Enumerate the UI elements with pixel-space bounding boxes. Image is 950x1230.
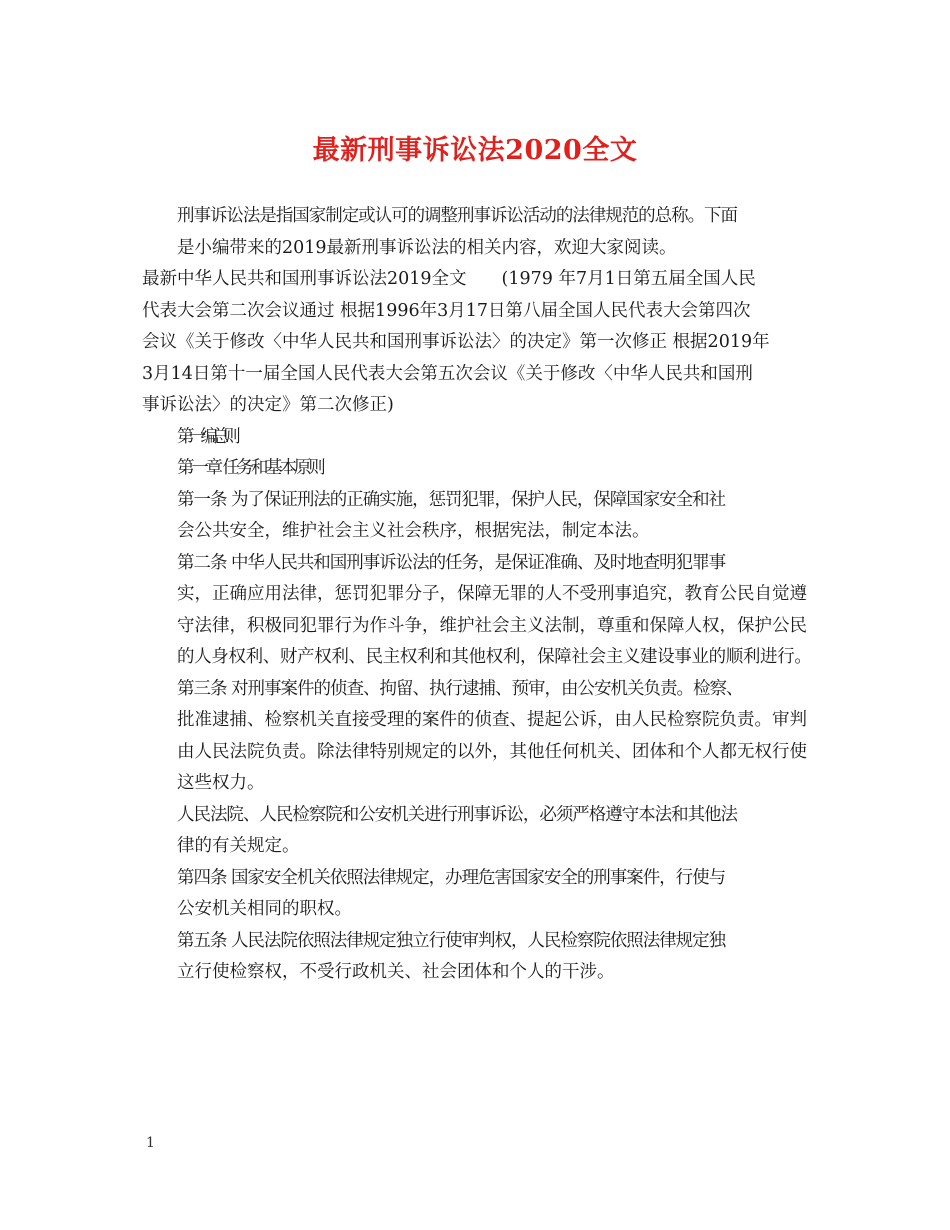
paragraph (142, 422, 812, 454)
text-line: 公安机关相同的职权。 (177, 899, 352, 919)
paragraph (142, 674, 812, 800)
text-line: 是小编带来的2019最新刑事诉讼法的相关内容，欢迎大家阅读。 (177, 237, 677, 258)
paragraph (142, 548, 812, 674)
text-line: 会公共安全，维护社会主义社会秩序，根据宪法，制定本法。 (177, 521, 650, 541)
text-line: 守法律，积极同犯罪行为作斗争，维护社会主义法制，尊重和保障人权，保护公民 (177, 615, 807, 636)
text-line: 的人身权利、财产权利、民主权利和其他权利，保障社会主义建设事业的顺利进行。 (177, 647, 812, 667)
paragraph (142, 863, 812, 926)
text-line: 事诉讼法〉的决定》第二次修正) (142, 395, 394, 415)
page-number: 1 (146, 1135, 155, 1151)
text-line: 第一编 总则 (177, 426, 236, 447)
paragraph (142, 264, 812, 422)
text-line: 第四条 国家安全机关依照法律规定，办理危害国家安全的刑事案件，行使与 (177, 867, 726, 888)
document-title: 最新刑事诉讼法2020全文 (312, 135, 638, 166)
text-line: 由人民法院负责。除法律特别规定的以外，其他任何机关、团体和个人都无权行使 (177, 741, 807, 762)
text-line: 第二条 中华人民共和国刑事诉讼法的任务，是保证准确、及时地查明犯罪事 (177, 552, 726, 573)
text-line: 3月14日第十一届全国人民代表大会第五次会议《关于修改〈中华人民共和国刑 (142, 363, 753, 384)
text-line: 会议《关于修改〈中华人民共和国刑事诉讼法〉的决定》第一次修正 根据2019年 (142, 332, 770, 352)
text-line: 律的有关规定。 (177, 836, 300, 856)
text-line: 这些权力。 (177, 773, 265, 793)
paragraph (142, 485, 812, 548)
text-line: 第一条 为了保证刑法的正确实施，惩罚犯罪，保护人民，保障国家安全和社 (177, 489, 726, 510)
text-line: 实，正确应用法律，惩罚犯罪分子，保障无罪的人不受刑事追究，教育公民自觉遵 (177, 584, 807, 604)
text-line: 第五条 人民法院依照法律规定独立行使审判权，人民检察院依照法律规定独 (177, 930, 726, 951)
text-line: 最新中华人民共和国刑事诉讼法2019全文 (1979 年7月1日第五届全国人民 (142, 269, 756, 289)
paragraph (142, 201, 812, 264)
text-line: 人民法院、人民检察院和公安机关进行刑事诉讼，必须严格遵守本法和其他法 (177, 804, 737, 825)
text-line: 刑事诉讼法是指国家制定或认可的调整刑事诉讼活动的法律规范的总称。下面 (177, 206, 737, 226)
paragraph (142, 926, 812, 989)
paragraph (142, 800, 812, 863)
text-line: 立行使检察权，不受行政机关、社会团体和个人的干涉。 (177, 962, 615, 982)
text-line: 第三条 对刑事案件的侦查、拘留、执行逮捕、预审，由公安机关负责。检察、 (177, 678, 743, 699)
document-body (142, 201, 812, 989)
text-line: 第一章 任务和基本原则 (177, 458, 323, 478)
text-line: 代表大会第二次会议通过 根据1996年3月17日第八届全国人民代表大会第四次 (142, 300, 751, 321)
text-line: 批准逮捕、检察机关直接受理的案件的侦查、提起公诉，由人民检察院负责。审判 (177, 710, 807, 730)
paragraph (142, 453, 812, 485)
